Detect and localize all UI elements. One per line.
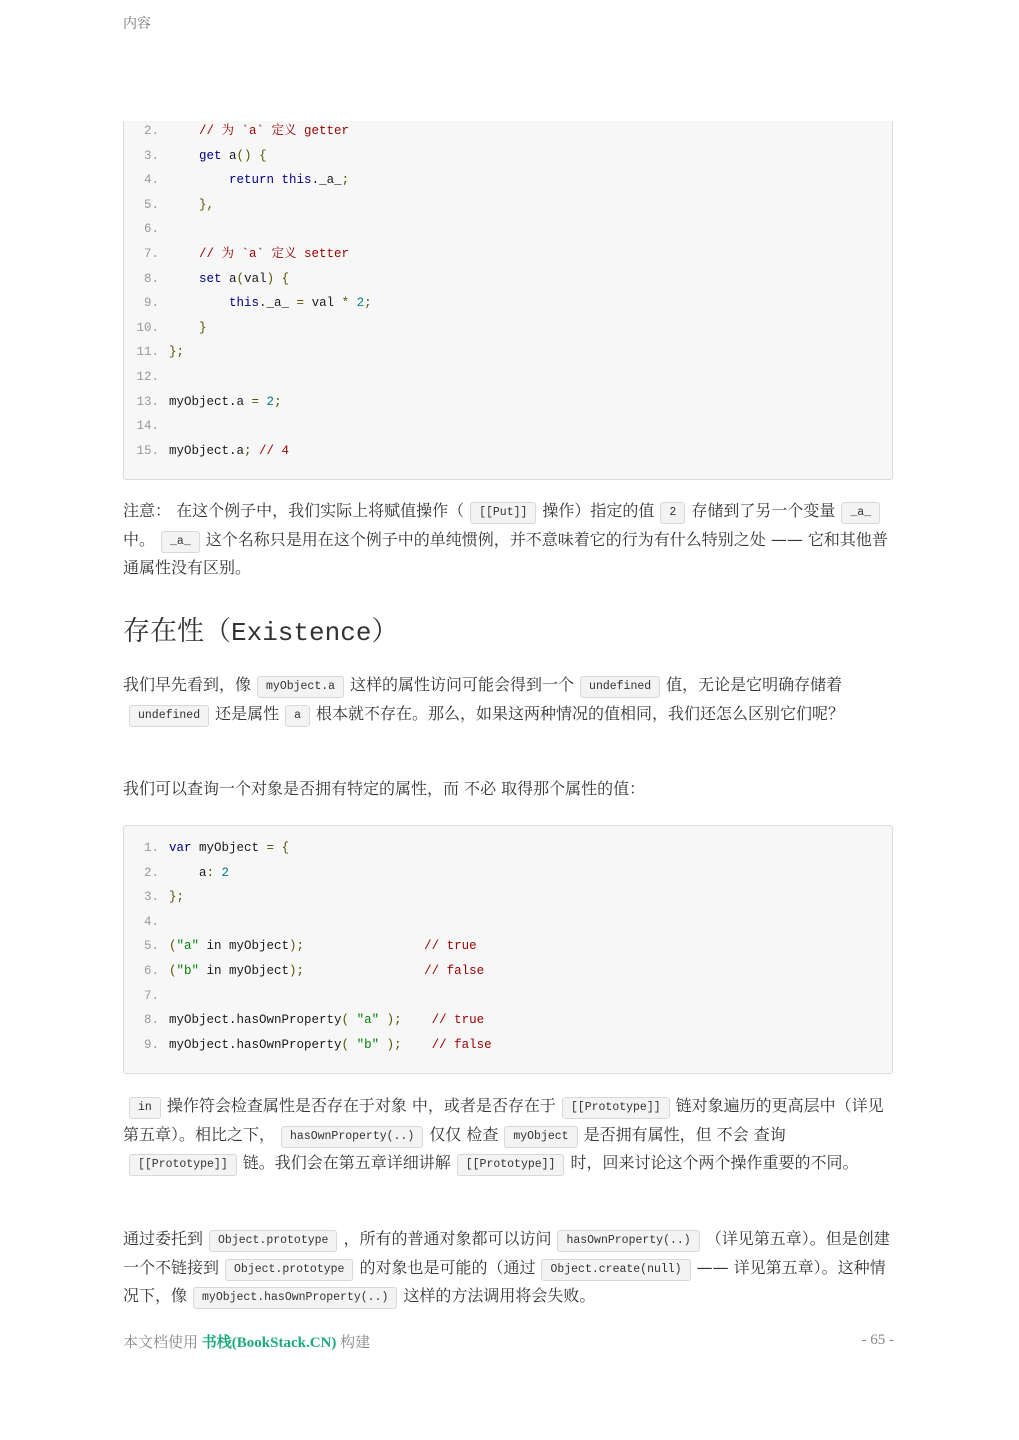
line-number: 1.	[143, 841, 159, 855]
text: 根本就不存在。那么，如果这两种情况的值相同，我们还怎么区别它们呢？	[316, 703, 845, 723]
footer-prefix: 本文档使用	[123, 1335, 199, 1351]
code-line	[124, 367, 892, 387]
code-line	[124, 293, 892, 313]
line-number: 7.	[143, 247, 159, 261]
code-text: myObject.hasOwnProperty( "b" ); // false	[169, 1037, 492, 1052]
line-number: 4.	[143, 173, 159, 188]
note-text-4: 中。	[123, 529, 156, 549]
inline-code: [[Prototype]]	[562, 1097, 670, 1119]
line-number: 10.	[136, 320, 159, 335]
inline-code: myObject.a	[257, 676, 344, 698]
inline-code: undefined	[129, 705, 209, 727]
line-number: 5.	[143, 197, 159, 212]
line-number: 4.	[143, 914, 159, 929]
code-text: return this._a_;	[229, 173, 350, 188]
line-number: 7.	[143, 988, 159, 1003]
note-paragraph	[123, 497, 898, 583]
inline-code: [[Prototype]]	[129, 1154, 237, 1176]
heading-part: Existence	[231, 618, 372, 648]
text: 这样的方法调用将会失败。	[403, 1286, 596, 1305]
line-number: 5.	[143, 939, 159, 954]
inline-code: hasOwnProperty(..)	[557, 1230, 699, 1252]
line-number: 9.	[143, 1037, 159, 1052]
code-text: myObject.a = 2;	[169, 394, 282, 409]
note-text-1: 注意： 在这个例子中，我们实际上将赋值操作（	[123, 501, 465, 520]
code-line	[124, 863, 892, 883]
line-number: 12.	[136, 370, 159, 384]
code-line	[124, 318, 892, 338]
inline-code: hasOwnProperty(..)	[281, 1126, 423, 1148]
code-block-in-operator	[123, 825, 893, 1074]
text: 的对象也是可能的（通过	[359, 1257, 536, 1277]
code-line	[124, 838, 892, 858]
inline-code: a	[285, 705, 310, 727]
footer-brand-link[interactable]: 书栈(BookStack.CN)	[201, 1335, 337, 1351]
code-text: get a() {	[199, 148, 267, 163]
page-number: - 65 -	[861, 1332, 894, 1348]
line-number: 8.	[143, 1013, 159, 1028]
line-number: 15.	[136, 443, 159, 458]
inline-code: [[Prototype]]	[457, 1154, 565, 1176]
inline-code: myObject	[504, 1126, 577, 1148]
code-text: },	[199, 197, 215, 212]
line-number: 8.	[143, 271, 159, 286]
text: 这样的属性访问可能会得到一个	[350, 675, 575, 694]
text: 我们早先看到，像	[123, 675, 252, 694]
line-number: 3.	[143, 890, 159, 905]
text: 值，无论是它明确存储着	[666, 675, 843, 694]
page-header-title: 内容	[123, 16, 151, 32]
text: 时，回来讨论这个两个操作重要的不同。	[570, 1153, 859, 1172]
text: 链对象遍历的更高层中（详见第五章）。相比之下，	[123, 1096, 884, 1144]
text: 还是属性	[215, 703, 280, 723]
code-line	[124, 269, 892, 289]
code-line	[124, 170, 892, 190]
code-block-getter-setter	[123, 121, 893, 480]
text: ，所有的普通对象都可以访问	[343, 1229, 552, 1248]
text: 仅仅 检查	[429, 1124, 499, 1144]
inline-code: myObject.hasOwnProperty(..)	[193, 1287, 397, 1309]
code-text: }	[199, 320, 207, 335]
inline-code: undefined	[580, 676, 660, 698]
text: 链。我们会在第五章详细讲解	[242, 1153, 451, 1172]
code-line	[124, 392, 892, 412]
paragraph-query: 我们可以查询一个对象是否拥有特定的属性，而 不必 取得那个属性的值：	[123, 779, 646, 798]
code-text: // 为 `a` 定义 getter	[199, 124, 350, 138]
text: 是否拥有属性，但 不会 查询	[583, 1124, 786, 1144]
code-text: this._a_ = val * 2;	[229, 296, 372, 311]
code-text: myObject.hasOwnProperty( "a" ); // true	[169, 1013, 485, 1028]
code-text: };	[169, 345, 185, 360]
code-line	[124, 121, 892, 141]
inline-code: Object.create(null)	[541, 1259, 690, 1281]
text: （详见第五章）。但是创建一个不链接到	[123, 1229, 890, 1277]
code-line	[124, 936, 892, 956]
section-heading-existence	[123, 609, 398, 648]
code-line	[124, 416, 892, 436]
inline-code-a: _a_	[161, 531, 200, 553]
code-text: a: 2	[169, 865, 230, 880]
heading-part: ）	[371, 616, 399, 647]
inline-code: Object.prototype	[225, 1259, 353, 1281]
note-text-2: 操作）指定的值	[542, 501, 655, 520]
text: 通过委托到	[123, 1229, 204, 1248]
code-line	[124, 244, 892, 264]
line-number: 3.	[143, 148, 159, 163]
paragraph-object-prototype	[123, 1225, 898, 1311]
code-line	[124, 146, 892, 166]
code-line	[124, 195, 892, 215]
line-number: 13.	[136, 394, 159, 409]
line-number: 6.	[143, 222, 159, 237]
code-text: var myObject = {	[169, 841, 290, 855]
inline-code: in	[129, 1097, 161, 1119]
inline-code: Object.prototype	[209, 1230, 337, 1252]
text: 操作符会检查属性是否存在于对象 中，或者是否存在于	[166, 1096, 556, 1115]
footer-suffix: 构建	[340, 1335, 371, 1351]
code-line	[124, 342, 892, 362]
code-line	[124, 887, 892, 907]
code-text: };	[169, 890, 185, 905]
code-line	[124, 912, 892, 932]
code-line	[124, 1035, 892, 1055]
inline-code-2: 2	[660, 502, 685, 524]
paragraph-in-vs-hasownproperty	[123, 1092, 898, 1178]
line-number: 6.	[143, 964, 159, 978]
footer-credit	[123, 1331, 370, 1352]
code-line	[124, 961, 892, 981]
code-text: // 为 `a` 定义 setter	[199, 247, 350, 261]
code-text: myObject.a; // 4	[169, 443, 290, 458]
code-text: ("a" in myObject); // true	[169, 939, 477, 954]
line-number: 9.	[143, 296, 159, 311]
code-text: ("b" in myObject); // false	[169, 964, 485, 978]
line-number: 14.	[136, 419, 159, 434]
code-line	[124, 219, 892, 239]
note-text-3: 存储到了另一个变量	[691, 501, 836, 520]
code-text: set a(val) {	[199, 271, 290, 286]
code-line	[124, 441, 892, 461]
code-line	[124, 986, 892, 1006]
line-number: 11.	[136, 345, 159, 360]
line-number: 2.	[143, 865, 159, 880]
paragraph-undefined	[123, 671, 898, 728]
text: —— 详见第五章）。这种情况下，像	[123, 1257, 886, 1305]
inline-code-put: [[Put]]	[470, 502, 536, 524]
note-text-5: 这个名称只是用在这个例子中的单纯惯例，并不意味着它的行为有什么特别之处 —— 它和其他普通属性没有区别。	[123, 529, 888, 577]
code-line	[124, 1010, 892, 1030]
line-number: 2.	[143, 124, 159, 138]
heading-part: 存在性（	[123, 616, 231, 647]
inline-code-a: _a_	[841, 502, 880, 524]
